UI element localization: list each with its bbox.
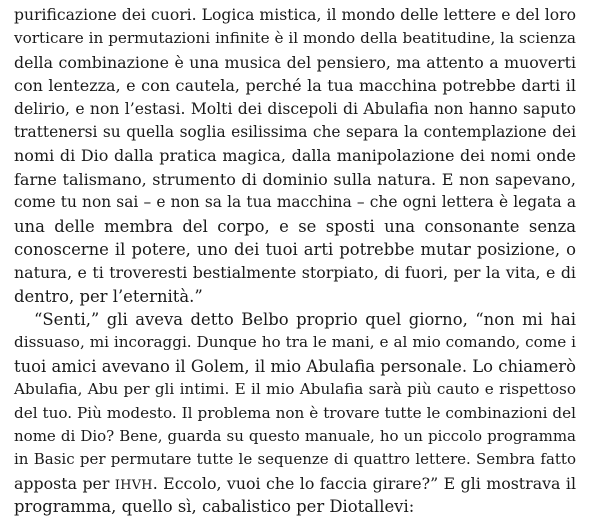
text-line: tuoi amici avevano il Golem, il mio Abulafia personale. Lo chiamerò: [14, 356, 576, 376]
text-line: trattenersi su quella soglia esilissima che separa la contemplazione dei: [14, 122, 576, 141]
text-line: dentro, per l’eternità.”: [14, 286, 203, 306]
text-line: del tuo. Più modesto. Il problema non è trovare tutte le combinazioni del: [14, 403, 576, 422]
text-line: farne talismano, strumento di dominio sulla natura. E non sapevano,: [14, 169, 576, 189]
book-page: [14, 4, 576, 519]
text-line: nomi di Dio dalla pratica magica, dalla manipolazione dei nomi onde: [14, 146, 576, 166]
text-line: Abulafia, Abu per gli intimi. E il mio Abulafia sarà più cauto e rispettoso: [14, 380, 576, 399]
text-line: “Senti,” gli aveva detto Belbo proprio quel giorno, “non mi hai: [34, 310, 576, 330]
text-segment: apposta per: [14, 473, 115, 493]
text-line: della combinazione è una musica del pensiero, ma attento a muoverti: [14, 52, 576, 72]
text-line: una delle membra del corpo, e se sposti una consonante senza: [14, 216, 576, 236]
text-line-mixed: [14, 472, 576, 495]
text-line: purificazione dei cuori. Logica mistica, il mondo delle lettere e del loro: [14, 6, 576, 24]
text-line: natura, e ti troveresti bestialmente storpiato, di fuori, per la vita, e di: [14, 263, 576, 283]
text-line: conoscerne il potere, uno dei tuoi arti potrebbe mutar posizione, o: [14, 239, 576, 259]
small-caps-word: IHVH: [114, 477, 153, 493]
paragraph-1: [14, 4, 576, 308]
text-line: vorticare in permutazioni infinite è il mondo della beatitudine, la scienza: [14, 29, 576, 48]
text-segment: . Eccolo, vuoi che lo faccia girare?” E gli mostrava il: [152, 473, 576, 493]
text-line: nome di Dio? Bene, guarda su questo manuale, ho un piccolo programma: [14, 427, 576, 446]
text-line: in Basic per permutare tutte le sequenze di quattro lettere. Sembra fatto: [14, 450, 576, 469]
text-line: come tu non sai – e non sa la tua macchina – che ogni lettera è legata a: [14, 193, 576, 212]
text-line: con lentezza, e con cautela, perché la tua macchina potrebbe darti il: [14, 76, 576, 96]
text-line: delirio, e non l’estasi. Molti dei discepoli di Abulafia non hanno saputo: [14, 99, 576, 118]
text-line: programma, quello sì, cabalistico per Diotallevi:: [14, 497, 415, 517]
text-line: dissuaso, mi incoraggi. Dunque ho tra le mani, e al mio comando, come i: [14, 333, 576, 352]
paragraph-2: [14, 308, 576, 519]
